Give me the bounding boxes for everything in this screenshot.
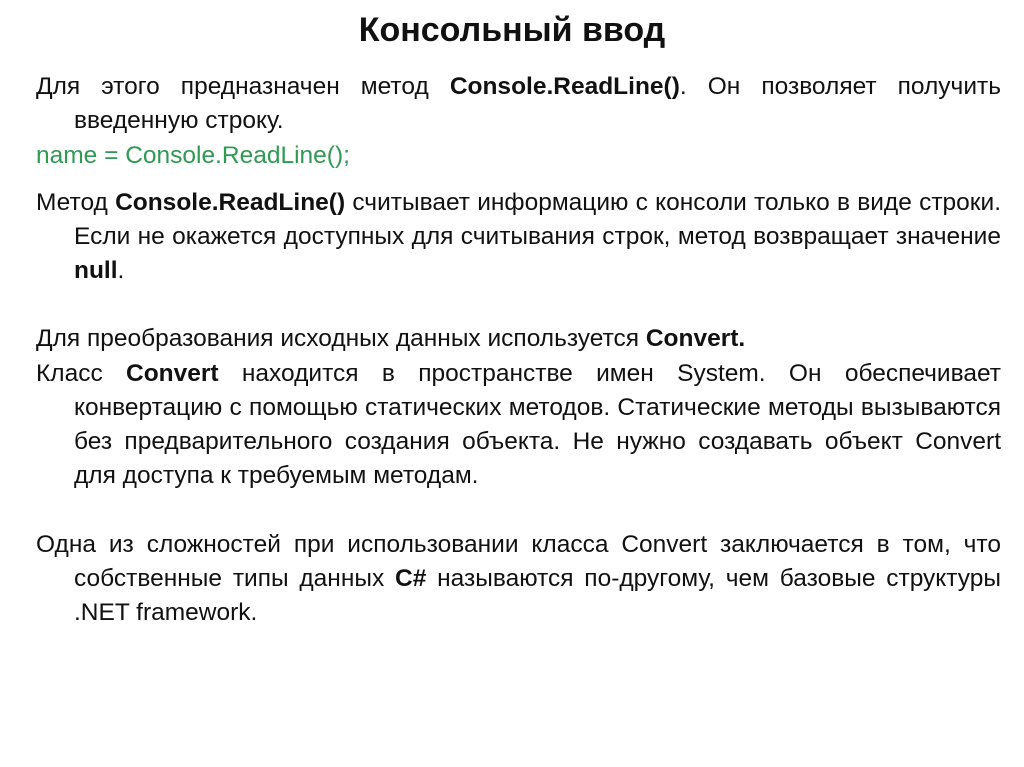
method-name: Console.ReadLine() bbox=[115, 189, 346, 216]
text: называются по-другому, чем базовые структуры .NET framework. bbox=[74, 565, 1001, 626]
paragraph-convert-class bbox=[36, 357, 1001, 493]
code-example: name = Console.ReadLine(); bbox=[36, 142, 350, 169]
paragraph-readline-intro bbox=[36, 70, 1001, 138]
text: . Он позволяет получить введенную строку. bbox=[74, 73, 1001, 134]
language-name: C# bbox=[395, 565, 427, 592]
text: Класс bbox=[36, 360, 127, 387]
paragraph-convert-intro bbox=[36, 322, 1001, 356]
text: . bbox=[117, 257, 125, 284]
class-name: Convert bbox=[126, 360, 219, 387]
text: Одна из сложностей при использовании класса Convert заключается в том, что собственные типы данных bbox=[36, 531, 1001, 592]
text: Метод bbox=[36, 189, 116, 216]
slide-title: Консольный ввод bbox=[358, 11, 666, 49]
null-keyword: null bbox=[74, 257, 118, 284]
text: считывает информацию с консоли только в виде строки. Если не окажется доступных для считывания строк, метод возвращает значение bbox=[74, 189, 1002, 250]
paragraph-readline-details bbox=[36, 186, 1001, 288]
paragraph-convert-types bbox=[36, 528, 1001, 630]
class-name: Convert. bbox=[645, 325, 746, 352]
text: Для этого предназначен метод bbox=[36, 73, 450, 100]
text: Для преобразования исходных данных используется bbox=[36, 325, 646, 352]
method-name: Console.ReadLine() bbox=[449, 73, 680, 100]
text: находится в пространстве имен System. Он обеспечивает конвертацию с помощью статических методов. Статические методы вызываются без предварительного создания объекта. Не нужно создавать объект Convert для доступа к требуемым методам. bbox=[74, 360, 1002, 489]
